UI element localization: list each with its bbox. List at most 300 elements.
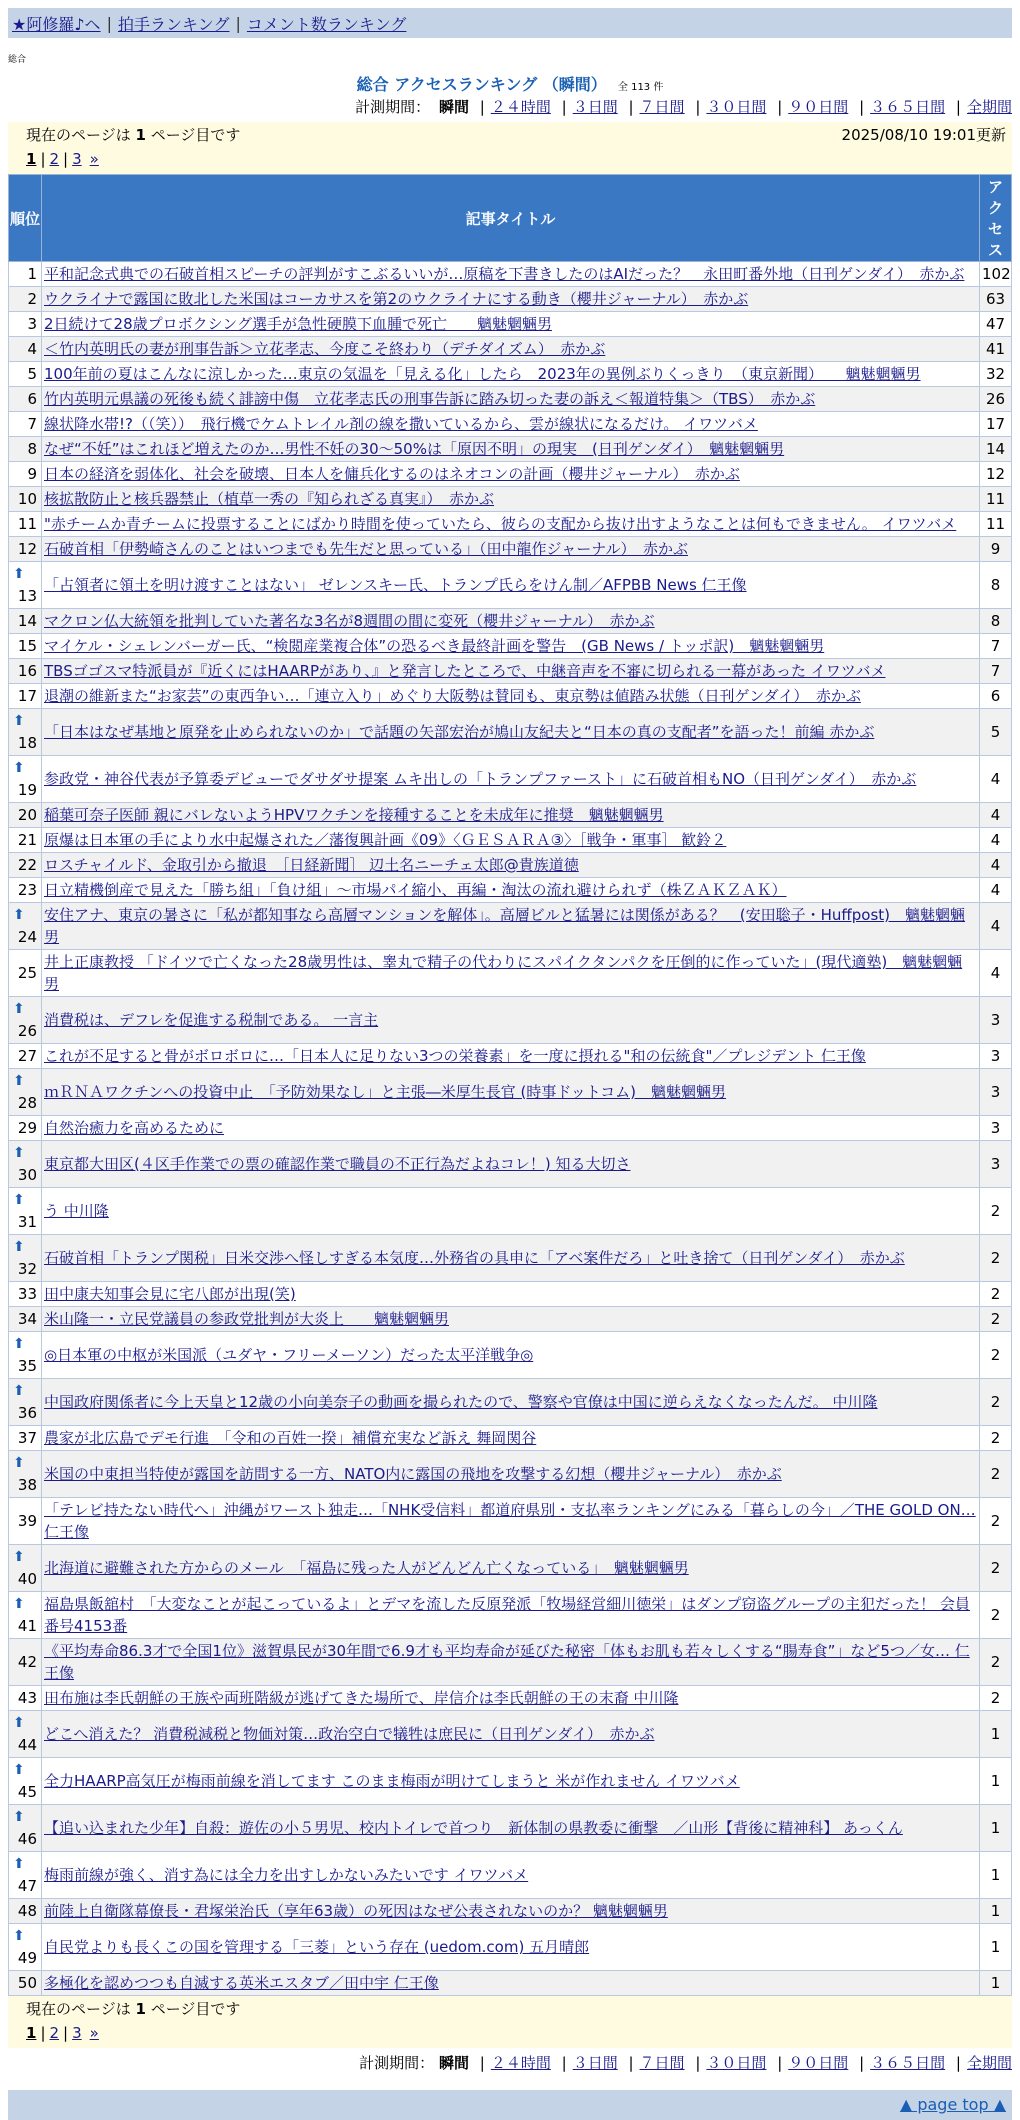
access-count: 2 — [980, 1307, 1012, 1332]
title-cell — [42, 412, 980, 437]
access-count: 1 — [980, 1971, 1012, 1996]
access-count: 2 — [980, 1451, 1012, 1498]
access-count: 63 — [980, 287, 1012, 312]
access-count: 4 — [980, 853, 1012, 878]
title-cell — [42, 609, 980, 634]
title-cell — [42, 634, 980, 659]
rank-cell — [9, 362, 42, 387]
pager-current: 1 — [26, 150, 37, 168]
title-cell — [42, 462, 980, 487]
access-count: 2 — [980, 1639, 1012, 1686]
article-title-link[interactable]: 自然治癒力を高めるために — [44, 1119, 225, 1137]
table-row — [9, 878, 1012, 903]
article-title-link[interactable]: 全力HAARP高気圧が梅雨前線を消してます このまま梅雨が明けてしまうと 米が作れません イワツバメ — [44, 1772, 740, 1790]
rank-cell — [9, 462, 42, 487]
access-count: 12 — [980, 462, 1012, 487]
rank-cell — [9, 1332, 42, 1379]
rank-cell — [9, 997, 42, 1044]
access-count: 11 — [980, 512, 1012, 537]
title-cell — [42, 1758, 980, 1805]
table-row — [9, 1307, 1012, 1332]
table-row — [9, 1188, 1012, 1235]
total-count: 全 113 件 — [617, 82, 664, 93]
rank-number: 14 — [17, 612, 37, 630]
pager-next[interactable]: » — [89, 150, 99, 168]
rank-up-arrow-icon: ⬆ — [13, 1549, 25, 1565]
access-count: 1 — [980, 1899, 1012, 1924]
rank-number: 33 — [17, 1285, 37, 1303]
table-row — [9, 1044, 1012, 1069]
title-cell — [42, 1141, 980, 1188]
article-title-link[interactable]: 石破首相「トランプ関税」日米交渉へ怪しすぎる本気度…外務省の具申に「アベ案件だろ」と吐き捨て（日刊ゲンダイ） 赤かぶ — [44, 1249, 905, 1267]
article-title-link[interactable]: 田布施は李氏朝鮮の王族や両班階級が逃げてきた場所で、岸信介は李氏朝鮮の王の末裔 中川隆 — [44, 1689, 679, 1707]
article-title-link[interactable]: 稲葉可奈子医師 親にバレないようHPVワクチンを接種することを未成年に推奨 魑魅魍魎男 — [44, 806, 664, 824]
article-title-link[interactable]: なぜ“不妊”はこれほど増えたのか…男性不妊の30～50%は「原因不明」の現実 (日刊ゲンダイ） 魑魅魍魎男 — [44, 440, 785, 458]
table-row — [9, 262, 1012, 287]
article-title-link[interactable]: ｍＲＮＡワクチンへの投資中止 「予防効果なし」と主張―米厚生長官 (時事ドットコム) 魑魅魍魎男 — [44, 1083, 727, 1101]
table-row — [9, 997, 1012, 1044]
rank-number: 35 — [17, 1357, 37, 1375]
page-info-bar-bottom — [8, 1996, 1012, 2048]
title-cell — [42, 950, 980, 997]
period-label: 計測期間： — [355, 98, 431, 116]
rank-number: 8 — [27, 440, 37, 458]
period-24h-link[interactable]: ２４時間 — [490, 98, 551, 116]
access-count: 14 — [980, 437, 1012, 462]
title-cell — [42, 997, 980, 1044]
access-count: 26 — [980, 387, 1012, 412]
table-row — [9, 1426, 1012, 1451]
rank-number: 15 — [17, 637, 37, 655]
pager-page-2[interactable]: 2 — [49, 150, 60, 168]
rank-number: 44 — [17, 1736, 37, 1754]
period-365d-link[interactable]: ３６５日間 — [870, 2054, 946, 2072]
rank-number: 12 — [17, 540, 37, 558]
access-count: 2 — [980, 1498, 1012, 1545]
period-90d-link[interactable]: ９０日間 — [788, 2054, 849, 2072]
rank-number: 25 — [17, 964, 37, 982]
pager-page-3[interactable]: 3 — [72, 2024, 82, 2042]
access-count: 3 — [980, 1141, 1012, 1188]
access-count: 2 — [980, 1332, 1012, 1379]
rank-cell — [9, 1235, 42, 1282]
table-row — [9, 1899, 1012, 1924]
rank-cell — [9, 1379, 42, 1426]
table-row — [9, 709, 1012, 756]
rank-number: 23 — [17, 881, 37, 899]
rank-number: 40 — [17, 1570, 37, 1588]
rank-cell — [9, 1498, 42, 1545]
article-title-link[interactable]: 「占領者に領土を明け渡すことはない」 ゼレンスキー氏、トランプ氏らをけん制／AFPBB News 仁王像 — [44, 576, 747, 594]
title-cell — [42, 1069, 980, 1116]
access-count: 2 — [980, 1592, 1012, 1639]
article-title-link[interactable]: 梅雨前線が強く、消す為には全力を出すしかないみたいです イワツバメ — [44, 1866, 529, 1884]
rank-cell — [9, 1044, 42, 1069]
title-cell — [42, 1235, 980, 1282]
rank-number: 43 — [17, 1689, 37, 1707]
ranking-body — [9, 262, 1012, 1996]
title-cell — [42, 903, 980, 950]
pager-page-3[interactable]: 3 — [72, 150, 82, 168]
rank-up-arrow-icon: ⬆ — [13, 1715, 25, 1731]
rank-number: 3 — [27, 315, 37, 333]
title-cell — [42, 1498, 980, 1545]
rank-number: 10 — [17, 490, 37, 508]
rank-cell — [9, 512, 42, 537]
rank-cell — [9, 609, 42, 634]
bottom-bar — [8, 2090, 1012, 2120]
rank-cell — [9, 1686, 42, 1711]
table-row — [9, 487, 1012, 512]
table-row — [9, 1592, 1012, 1639]
article-title-link[interactable]: 自民党よりも長くこの国を管理する「三菱」という存在 (uedom.com) 五月晴郎 — [44, 1938, 590, 1956]
table-row — [9, 1332, 1012, 1379]
current-page-text: 現在のページは 1 ページ目です — [26, 126, 241, 144]
title-cell — [42, 437, 980, 462]
article-title-link[interactable]: マイケル・シェレンバーガー氏、“検閲産業複合体”の恐るべき最終計画を警告 (GB News / トッポ訳) 魑魅魍魎男 — [44, 637, 825, 655]
title-cell — [42, 659, 980, 684]
rank-up-arrow-icon: ⬆ — [13, 1856, 25, 1872]
title-cell — [42, 1188, 980, 1235]
table-row — [9, 1545, 1012, 1592]
page-top-link[interactable]: ▲ page top ▲ — [899, 2095, 1006, 2114]
header-title: 記事タイトル — [42, 175, 980, 262]
table-row — [9, 412, 1012, 437]
rank-cell — [9, 684, 42, 709]
rank-cell — [9, 1188, 42, 1235]
rank-cell — [9, 1116, 42, 1141]
rank-cell — [9, 1592, 42, 1639]
rank-cell — [9, 1639, 42, 1686]
article-title-link[interactable]: 原爆は日本軍の手により水中起爆された／藩復興計画《09》〈ＧＥＳＡＲＡ③〉［戦争・軍事］ 歓鈴２ — [44, 831, 727, 849]
rank-cell — [9, 1971, 42, 1996]
rank-number: 22 — [17, 856, 37, 874]
article-title-link[interactable]: 安住アナ、東京の暑さに「私が都知事なら高層マンションを解体」。高層ビルと猛暑には関係がある？ (安田聡子・Huffpost) 魑魅魍魎男 — [44, 906, 966, 946]
rank-up-arrow-icon: ⬆ — [13, 1192, 25, 1208]
access-count: 2 — [980, 1235, 1012, 1282]
title-cell — [42, 1545, 980, 1592]
article-title-link[interactable]: 北海道に避難された方からのメール 「福島に残った人がどんどん亡くなっている」 魑魅魍魎男 — [44, 1559, 689, 1577]
rank-cell — [9, 1758, 42, 1805]
period-selector-bottom: 計測期間： 瞬間 | ２４時間 | ３日間 | ７日間 | ３０日間 | ９０日間 | ３６５日間 | 全期間 — [359, 2054, 1012, 2072]
rank-cell — [9, 853, 42, 878]
table-row — [9, 562, 1012, 609]
period-30d-link[interactable]: ３０日間 — [706, 2054, 767, 2072]
period-365d-link[interactable]: ３６５日間 — [870, 98, 946, 116]
article-title-link[interactable]: これが不足すると骨がボロボロに…「日本人に足りない3つの栄養素」を一度に摂れる"和の伝統食"／プレジデント 仁王像 — [44, 1047, 866, 1065]
title-cell — [42, 853, 980, 878]
article-title-link[interactable]: 核拡散防止と核兵器禁止（植草一秀の『知られざる真実』） 赤かぶ — [44, 490, 495, 508]
rank-up-arrow-icon: ⬆ — [13, 1455, 25, 1471]
rank-number: 34 — [17, 1310, 37, 1328]
rank-number: 32 — [17, 1260, 37, 1278]
rank-number: 4 — [27, 340, 37, 358]
rank-cell — [9, 1899, 42, 1924]
access-count: 4 — [980, 903, 1012, 950]
rank-number: 13 — [17, 587, 37, 605]
article-title-link[interactable]: 【追い込まれた少年】自殺：遊佐の小５男児、校内トイレで首つり 新体制の県教委に衝撃 ／山形【背後に精神科】 あっくん — [44, 1819, 903, 1837]
article-title-link[interactable]: 田中康夫知事会見に宅八郎が出現(笑) — [44, 1285, 296, 1303]
access-count: 4 — [980, 828, 1012, 853]
access-count: 4 — [980, 878, 1012, 903]
rank-number: 17 — [17, 687, 37, 705]
pager-next[interactable]: » — [89, 2024, 99, 2042]
rank-cell — [9, 709, 42, 756]
article-title-link[interactable]: 米山隆一・立民党議員の参政党批判が大炎上 魑魅魍魎男 — [44, 1310, 450, 1328]
title-cell — [42, 287, 980, 312]
rank-number: 29 — [17, 1119, 37, 1137]
article-title-link[interactable]: 日立精機倒産で見えた「勝ち組」「負け組」～市場パイ縮小、再編・淘汰の流れ避けられず（株ＺＡＫＺＡＫ） — [44, 881, 787, 899]
access-count: 3 — [980, 997, 1012, 1044]
access-count: 4 — [980, 803, 1012, 828]
period-all-link[interactable]: 全期間 — [966, 98, 1012, 116]
article-title-link[interactable]: マクロン仏大統領を批判していた著名な3名が8週間の間に変死（櫻井ジャーナル） 赤かぶ — [44, 612, 655, 630]
rank-cell — [9, 262, 42, 287]
rank-cell — [9, 412, 42, 437]
rank-up-arrow-icon: ⬆ — [13, 1336, 25, 1352]
access-count: 2 — [980, 1686, 1012, 1711]
rank-number: 20 — [17, 806, 37, 824]
table-row — [9, 1379, 1012, 1426]
title-cell — [42, 562, 980, 609]
rank-up-arrow-icon: ⬆ — [13, 1239, 25, 1255]
table-row — [9, 1451, 1012, 1498]
rank-cell — [9, 950, 42, 997]
rank-cell — [9, 1141, 42, 1188]
article-title-link[interactable]: 井上正康教授 「ドイツで亡くなった28歳男性は、睾丸で精子の代わりにスパイクタンパクを圧倒的に作っていた」(現代適塾) 魑魅魍魎男 — [44, 953, 963, 993]
rank-number: 30 — [17, 1166, 37, 1184]
period-30d-link[interactable]: ３０日間 — [706, 98, 767, 116]
article-title-link[interactable]: 農家が北広島でデモ行進 「令和の百姓一揆」補償充実など訴え 舞岡関谷 — [44, 1429, 537, 1447]
article-title-link[interactable]: う 中川隆 — [44, 1202, 109, 1220]
access-count: 6 — [980, 684, 1012, 709]
nav-separator: | — [106, 13, 112, 33]
rank-cell — [9, 487, 42, 512]
rank-number: 2 — [27, 290, 37, 308]
access-count: 41 — [980, 337, 1012, 362]
title-cell — [42, 1686, 980, 1711]
rank-number: 18 — [17, 734, 37, 752]
title-cell — [42, 1899, 980, 1924]
nav-applause-ranking-link[interactable]: 拍手ランキング — [117, 14, 230, 34]
title-cell — [42, 1805, 980, 1852]
article-title-link[interactable]: 多極化を認めつつも自滅する英米エスタブ／田中宇 仁王像 — [44, 1974, 439, 1992]
rank-number: 47 — [17, 1877, 37, 1895]
title-cell — [42, 1971, 980, 1996]
rank-up-arrow-icon: ⬆ — [13, 1928, 25, 1944]
access-count: 8 — [980, 562, 1012, 609]
title-cell — [42, 1426, 980, 1451]
rank-number: 49 — [17, 1949, 37, 1967]
table-row — [9, 1805, 1012, 1852]
rank-number: 21 — [17, 831, 37, 849]
period-24h-link[interactable]: ２４時間 — [490, 2054, 551, 2072]
period-3d-link[interactable]: ３日間 — [572, 98, 618, 116]
header-rank: 順位 — [9, 175, 42, 262]
rank-number: 26 — [17, 1022, 37, 1040]
title-cell — [42, 1852, 980, 1899]
article-title-link[interactable]: 石破首相「伊勢崎さんのことはいつまでも先生だと思っている」（田中龍作ジャーナル） 赤かぶ — [44, 540, 688, 558]
article-title-link[interactable]: 福島県飯舘村 「大変なことが起こっているよ」とデマを流した反原発派「牧場経営細川徳栄」はダンプ窃盗グループの主犯だった！ 会員番号4153番 — [44, 1595, 970, 1635]
rank-up-arrow-icon: ⬆ — [13, 1073, 25, 1089]
table-row — [9, 756, 1012, 803]
title-cell — [42, 1116, 980, 1141]
access-count: 4 — [980, 950, 1012, 997]
access-count: 1 — [980, 1924, 1012, 1971]
rank-up-arrow-icon: ⬆ — [13, 1001, 25, 1017]
rank-cell — [9, 1069, 42, 1116]
table-row — [9, 1069, 1012, 1116]
rank-up-arrow-icon: ⬆ — [13, 907, 25, 923]
article-title-link[interactable]: ウクライナで露国に敗北した米国はコーカサスを第2のウクライナにする動き（櫻井ジャーナル） 赤かぶ — [44, 290, 749, 308]
article-title-link[interactable]: 消費税は、デフレを促進する税制である。 一言主 — [44, 1011, 379, 1029]
table-row — [9, 337, 1012, 362]
table-row — [9, 853, 1012, 878]
table-row — [9, 1758, 1012, 1805]
rank-cell — [9, 659, 42, 684]
header-access: アクセス — [980, 175, 1012, 262]
article-title-link[interactable]: ＜竹内英明氏の妻が刑事告訴＞立花孝志、今度こそ終わり（デチダイズム） 赤かぶ — [44, 340, 606, 358]
table-row — [9, 609, 1012, 634]
current-page-text: 現在のページは 1 ページ目です — [26, 2000, 241, 2018]
rank-number: 46 — [17, 1830, 37, 1848]
rank-number: 39 — [17, 1512, 37, 1530]
title-cell — [42, 537, 980, 562]
page-info-bar — [8, 122, 1012, 174]
rank-number: 31 — [17, 1213, 37, 1231]
table-row — [9, 1639, 1012, 1686]
article-title-link[interactable]: どこへ消えた？ 消費税減税と物価対策…政治空白で犠牲は庶民に（日刊ゲンダイ） 赤かぶ — [44, 1725, 655, 1743]
access-count: 1 — [980, 1758, 1012, 1805]
table-row — [9, 362, 1012, 387]
article-title-link[interactable]: 2日続けて28歳プロボクシング選手が急性硬膜下血腫で死亡 魑魅魍魎男 — [44, 315, 552, 333]
access-count: 3 — [980, 1069, 1012, 1116]
title-cell — [42, 803, 980, 828]
rank-up-arrow-icon: ⬆ — [13, 1809, 25, 1825]
table-row — [9, 950, 1012, 997]
article-title-link[interactable]: 《平均寿命86.3才で全国1位》滋賀県民が30年間で6.9才も平均寿命が延びた秘密「体もお肌も若々しくする“腸寿食”」など5つ／女… 仁王像 — [44, 1642, 970, 1682]
table-row — [9, 1971, 1012, 1996]
period-selector-top: 計測期間： 瞬間 | ２４時間 | ３日間 | ７日間 | ３０日間 | ９０日間 | ３６５日間 | 全期間 — [355, 98, 1012, 116]
rank-up-arrow-icon: ⬆ — [13, 1383, 25, 1399]
article-title-link[interactable]: 「日本はなぜ基地と原発を止められないのか」で話題の矢部宏治が鳩山友紀夫と“日本の真の支配者”を語った！前編 赤かぶ — [44, 723, 875, 741]
rank-up-arrow-icon: ⬆ — [13, 566, 25, 582]
article-title-link[interactable]: 米国の中東担当特使が露国を訪問する一方、NATO内に露国の飛地を攻撃する幻想（櫻井ジャーナル） 赤かぶ — [44, 1465, 782, 1483]
article-title-link[interactable]: 前陸上自衛隊幕僚長・君塚栄治氏（享年63歳）の死因はなぜ公表されないのか？ 魑魅魍魎男 — [44, 1902, 668, 1920]
title-cell — [42, 1044, 980, 1069]
period-current: 瞬間 — [438, 98, 469, 116]
rank-cell — [9, 437, 42, 462]
period-7d-link[interactable]: ７日間 — [639, 98, 685, 116]
period-all-link[interactable]: 全期間 — [966, 2054, 1012, 2072]
access-count: 3 — [980, 1044, 1012, 1069]
article-title-link[interactable]: 中国政府関係者に今上天皇と12歳の小向美奈子の動画を撮られたので、警察や官僚は中国に逆らえなくなったんだ。 中川隆 — [44, 1393, 878, 1411]
period-3d-link[interactable]: ３日間 — [572, 2054, 618, 2072]
access-count: 2 — [980, 1545, 1012, 1592]
article-title-link[interactable]: ◎日本軍の中枢が米国派（ユダヤ・フリーメーソン）だった太平洋戦争◎ — [44, 1346, 534, 1364]
access-count: 2 — [980, 1188, 1012, 1235]
rank-up-arrow-icon: ⬆ — [13, 1145, 25, 1161]
article-title-link[interactable]: 「テレビ持たない時代へ」沖縄がワースト独走…「NHK受信料」都道府県別・支払率ランキングにみる「暮らしの今」／THE GOLD ON… 仁王像 — [44, 1501, 976, 1541]
table-row — [9, 903, 1012, 950]
access-count: 8 — [980, 609, 1012, 634]
rank-cell — [9, 803, 42, 828]
article-title-link[interactable]: TBSゴゴスマ特派員が『近くにはHAARPがあり、』と発言したところで、中継音声を不審に切られる一幕があった イワツバメ — [44, 662, 886, 680]
title-cell — [42, 1379, 980, 1426]
rank-number: 9 — [27, 465, 37, 483]
access-count: 17 — [980, 412, 1012, 437]
table-row — [9, 437, 1012, 462]
page-title — [0, 72, 1020, 94]
rank-number: 45 — [17, 1783, 37, 1801]
title-cell — [42, 362, 980, 387]
article-title-link[interactable]: "赤チームか青チームに投票することにばかり時間を使っていたら、彼らの支配から抜け出すようなことは何もできません。 イワツバメ — [44, 515, 957, 533]
pager-current: 1 — [26, 2024, 37, 2042]
access-count: 5 — [980, 709, 1012, 756]
access-count: 32 — [980, 362, 1012, 387]
article-title-link[interactable]: 竹内英明元県議の死後も続く誹謗中傷 立花孝志氏の刑事告訴に踏み切った妻の訴え＜報道特集＞（TBS） 赤かぶ — [44, 390, 816, 408]
rank-number: 41 — [17, 1617, 37, 1635]
pager-page-2[interactable]: 2 — [49, 2024, 60, 2042]
rank-number: 5 — [27, 365, 37, 383]
access-count: 4 — [980, 756, 1012, 803]
rank-number: 28 — [17, 1094, 37, 1112]
rank-cell — [9, 1852, 42, 1899]
rank-number: 36 — [17, 1404, 37, 1422]
nav-separator: | — [235, 13, 241, 33]
title-cell — [42, 337, 980, 362]
ranking-table — [8, 174, 1012, 1996]
rank-number: 27 — [17, 1047, 37, 1065]
period-7d-link[interactable]: ７日間 — [639, 2054, 685, 2072]
pager-bottom: 1 | 2 | 3 » — [26, 2024, 99, 2042]
article-title-link[interactable]: 日本の経済を弱体化、社会を破壊、日本人を傭兵化するのはネオコンの計画（櫻井ジャーナル） 赤かぶ — [44, 465, 740, 483]
table-row — [9, 1235, 1012, 1282]
nav-asyura-link[interactable]: ★阿修羅♪ヘ — [12, 14, 101, 34]
period-90d-link[interactable]: ９０日間 — [788, 98, 849, 116]
table-row — [9, 803, 1012, 828]
rank-cell — [9, 1545, 42, 1592]
article-title-link[interactable]: 退潮の維新また“お家芸”の東西争い…「連立入り」めぐり大阪勢は賛同も、東京勢は値踏み状態（日刊ゲンダイ） 赤かぶ — [44, 687, 861, 705]
article-title-link[interactable]: 平和記念式典での石破首相スピーチの評判がすこぶるいいが…原稿を下書きしたのはAIだった？ 永田町番外地（日刊ゲンダイ） 赤かぶ — [44, 265, 965, 283]
title-cell — [42, 756, 980, 803]
nav-comment-ranking-link[interactable]: コメント数ランキング — [246, 14, 407, 34]
article-title-link[interactable]: ロスチャイルド、金取引から撤退 ［日経新聞］ 辺土名ニーチェ太郎@貴族道徳 — [44, 856, 579, 874]
access-count: 1 — [980, 1805, 1012, 1852]
access-count: 47 — [980, 312, 1012, 337]
rank-cell — [9, 387, 42, 412]
article-title-link[interactable]: 100年前の夏はこんなに涼しかった…東京の気温を「見える化」したら 2023年の異例ぶりくっきり （東京新聞） 魑魅魍魎男 — [44, 365, 921, 383]
title-cell — [42, 487, 980, 512]
rank-cell — [9, 828, 42, 853]
rank-cell — [9, 1805, 42, 1852]
article-title-link[interactable]: 参政党・神谷代表が予算委デビューでダサダサ提案 ムキ出しの「トランプファースト」に石破首相もNO（日刊ゲンダイ） 赤かぶ — [44, 770, 917, 788]
table-row — [9, 1282, 1012, 1307]
access-count: 11 — [980, 487, 1012, 512]
article-title-link[interactable]: 東京都大田区(４区手作業での票の確認作業で職員の不正行為だよねコレ！) 知る大切さ — [44, 1155, 631, 1173]
table-row — [9, 312, 1012, 337]
access-count: 1 — [980, 1711, 1012, 1758]
ranking-title: 総合 アクセスランキング （瞬間） — [356, 75, 607, 94]
access-count: 7 — [980, 659, 1012, 684]
table-row — [9, 684, 1012, 709]
rank-cell — [9, 756, 42, 803]
access-count: 9 — [980, 537, 1012, 562]
rank-number: 16 — [17, 662, 37, 680]
rank-number: 24 — [17, 928, 37, 946]
rank-cell — [9, 1307, 42, 1332]
article-title-link[interactable]: 線状降水帯!?（（笑）） 飛行機でケムトレイル剤の線を撒いているから、雲が線状になるだけ。 イワツバメ — [44, 415, 758, 433]
